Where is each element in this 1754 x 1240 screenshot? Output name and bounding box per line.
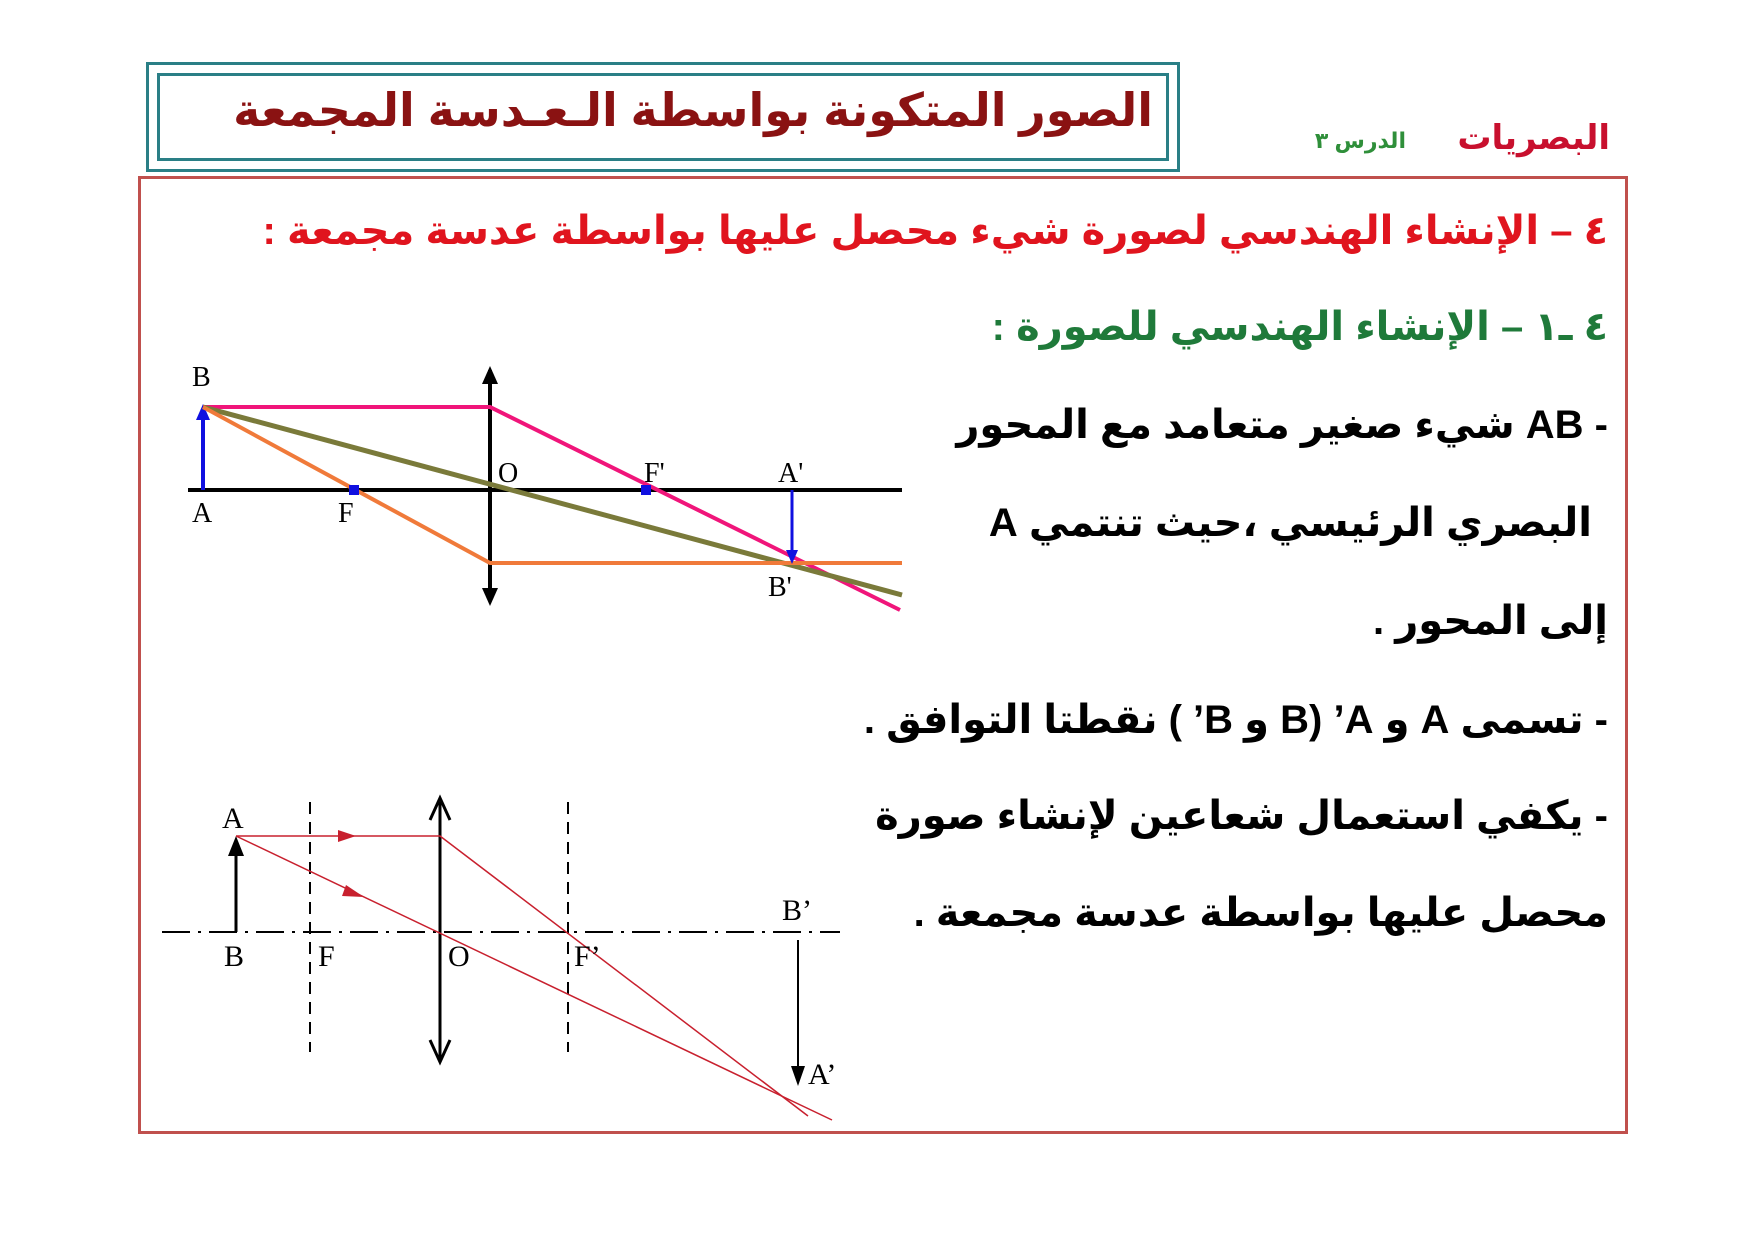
lesson-label: الدرس ٣ <box>1314 128 1406 153</box>
paragraph-2: - تسمى A و A’ (B و B’ ) نقطتا التوافق . <box>863 698 1608 742</box>
label-fp: F' <box>644 458 665 489</box>
image-arrowhead-icon <box>791 1066 805 1086</box>
label-ap: A’ <box>808 1058 837 1091</box>
label-bp: B’ <box>782 894 812 927</box>
label-a: A <box>192 498 213 529</box>
paragraph-3-line-2: محصل عليها بواسطة عدسة مجمعة . <box>913 891 1608 935</box>
lens-top-arrow-icon <box>482 366 498 384</box>
paragraph-1-line-1: - AB شيء صغير متعامد مع المحور <box>956 403 1608 447</box>
label-a: A <box>222 802 244 835</box>
paragraph-1-line-3: إلى المحور . <box>1372 599 1608 643</box>
label-f: F <box>318 940 335 973</box>
label-f: F <box>338 498 354 529</box>
label-b: B <box>224 940 245 973</box>
label-bp: B' <box>768 572 792 603</box>
label-o: O <box>448 940 470 973</box>
lens-diagram-lined <box>150 790 850 1130</box>
label-fp: F’ <box>574 940 601 973</box>
subject-label: البصريات <box>1457 119 1610 157</box>
label-o: O <box>498 458 519 489</box>
paragraph-3-line-1: - يكفي استعمال شعاعين لإنشاء صورة <box>875 794 1608 838</box>
lens-bottom-arrow-icon <box>482 588 498 606</box>
paragraph-1-line-2: البصري الرئيسي ،حيث تنتمي A <box>988 501 1592 545</box>
focus-marker-f <box>349 485 359 495</box>
section-heading: ٤ – الإنشاء الهندسي لصورة شيء محصل عليها بواسطة عدسة مجمعة : <box>262 209 1608 253</box>
subsection-heading: ٤ ـ١ – الإنشاء الهندسي للصورة : <box>991 305 1608 349</box>
lens-diagram-colored <box>180 360 920 620</box>
ray-arrow-2-icon <box>342 885 364 897</box>
ray-parallel <box>236 836 808 1116</box>
label-b: B <box>192 362 211 393</box>
title-box <box>146 62 1180 172</box>
page-title: الصور المتكونة بواسطة الـعـدسة المجمعة <box>233 84 1153 136</box>
ray-through-center <box>203 407 902 595</box>
ray-through-center <box>236 836 832 1120</box>
ray-arrow-1-icon <box>338 830 356 842</box>
label-ap: A' <box>778 458 804 489</box>
